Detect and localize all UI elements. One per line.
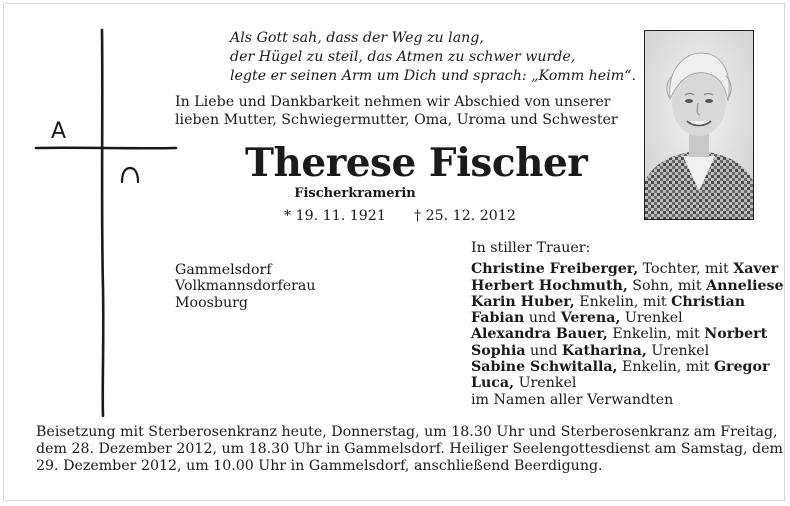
places-list: [175, 262, 316, 311]
cross-vertical-line: [102, 30, 103, 416]
funeral-line: dem 28. Dezember 2012, um 18.30 Uhr in Gammelsdorf. Heiliger Seelengottesdienst am Samstag, dem: [36, 441, 783, 457]
mourner-line: Karin Huber, Enkelin, mit Christian: [471, 293, 746, 310]
mourner-line: Fabian und Verena, Urenkel: [471, 310, 683, 327]
funeral-line: 29. Dezember 2012, um 10.00 Uhr in Gammelsdorf, anschließend Beerdigung.: [36, 458, 603, 474]
alpha-symbol: A: [51, 119, 67, 144]
poem: [230, 29, 636, 86]
funeral-details: [36, 424, 783, 475]
birth-date: * 19. 11. 1921: [284, 208, 386, 224]
mourner-line: Herbert Hochmuth, Sohn, mit Anneliese: [471, 277, 784, 294]
funeral-line: Beisetzung mit Sterberosenkranz heute, Donnerstag, um 18.30 Uhr und Sterberosenkranz am Freitag,: [36, 424, 778, 440]
deceased-nickname: Fischerkramerin: [294, 186, 416, 201]
place-item: Volkmannsdorferau: [175, 278, 316, 295]
mourner-line: Luca, Urenkel: [471, 375, 577, 392]
mourning-closing: im Namen aller Verwandten: [471, 391, 674, 408]
farewell-line: In Liebe und Dankbarkeit nehmen wir Abschied von unserer: [175, 94, 611, 110]
mourning-heading: In stiller Trauer:: [471, 240, 591, 256]
poem-line: der Hügel zu steil, das Atmen zu schwer wurde,: [230, 49, 576, 65]
omega-symbol: [122, 168, 138, 182]
mourner-line: Alexandra Bauer, Enkelin, mit Norbert: [471, 326, 768, 343]
poem-line: Als Gott sah, dass der Weg zu lang,: [230, 30, 484, 46]
place-item: Gammelsdorf: [175, 262, 272, 278]
mourner-line: Christine Freiberger, Tochter, mit Xaver: [471, 261, 779, 278]
cross-icon: [30, 28, 180, 418]
place-item: Moosburg: [175, 294, 248, 311]
mourners-list: [471, 240, 784, 408]
portrait-photo: [644, 30, 754, 220]
mourner-line: Sophia und Katharina, Urenkel: [471, 342, 710, 359]
farewell-line: lieben Mutter, Schwiegermutter, Oma, Uroma und Schwester: [175, 112, 618, 128]
mourner-line: Sabine Schwitalla, Enkelin, mit Gregor: [471, 359, 770, 376]
portrait-image: [645, 31, 753, 219]
deceased-name: Therese Fischer: [245, 140, 588, 186]
cross-horizontal-line: [36, 148, 176, 149]
death-date: † 25. 12. 2012: [414, 208, 516, 224]
farewell-text: [175, 93, 630, 129]
poem-line: legte er seinen Arm um Dich und sprach: „Komm heim“.: [230, 68, 636, 84]
